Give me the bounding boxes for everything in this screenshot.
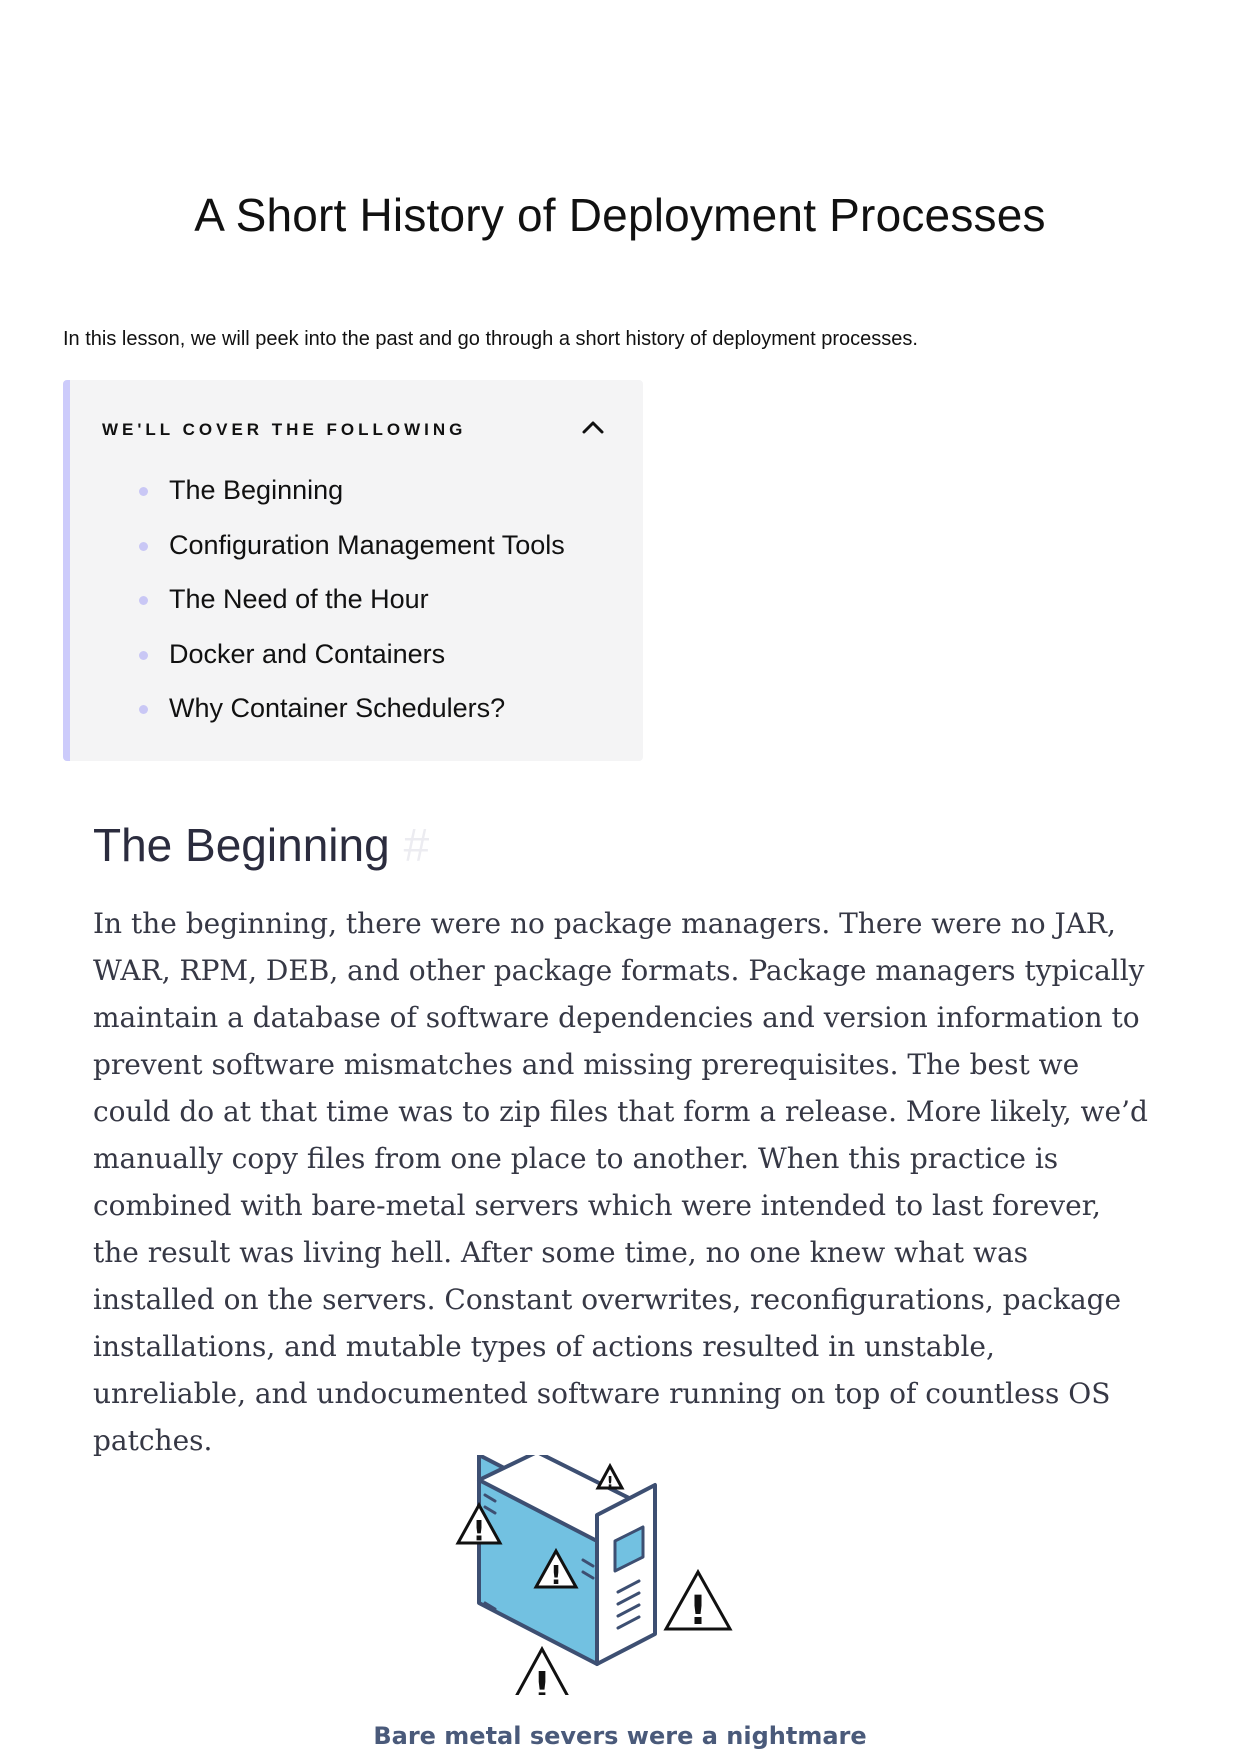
chevron-up-icon[interactable] [578,413,608,443]
section-heading-text: The Beginning [93,819,390,871]
svg-text:!: ! [550,1561,562,1591]
server-illustration [455,1455,775,1695]
toc-list [169,463,565,736]
toc-item-label: The Need of the Hour [169,584,429,614]
toc-item-label: The Beginning [169,475,344,505]
toc-heading: WE'LL COVER THE FOLLOWING [102,420,467,439]
toc-item-label: Docker and Containers [169,638,446,669]
svg-text:!: ! [533,1664,551,1695]
bullet-icon [139,487,148,496]
toc-item-the-beginning[interactable] [169,463,565,518]
page-title: A Short History of Deployment Processes [194,189,1046,241]
bullet-icon [139,705,148,714]
svg-text:!: ! [606,1473,614,1491]
bullet-icon [139,596,148,605]
toc-item-label: Configuration Management Tools [169,529,565,560]
lesson-intro: In this lesson, we will peek into the past and go through a short history of deployment processes. [63,328,918,350]
toc-item-need-of-the-hour[interactable] [169,572,565,627]
toc-item-configuration-management-tools[interactable] [169,518,565,573]
figure-caption: Bare metal severs were a nightmare [373,1722,867,1750]
toc-item-docker-and-containers[interactable] [169,627,565,682]
table-of-contents [63,380,643,761]
toc-item-why-container-schedulers[interactable] [169,681,565,736]
section-heading [93,818,429,872]
svg-text:!: ! [472,1514,486,1547]
bullet-icon [139,651,148,660]
anchor-link-icon[interactable]: # [403,819,430,871]
svg-text:!: ! [688,1588,708,1634]
toc-item-label: Why Container Schedulers? [169,693,506,723]
bullet-icon [139,542,148,551]
section-body: In the beginning, there were no package managers. There were no JAR, WAR, RPM, DEB, and other package formats. Package managers typically maintain a database of software dependencies and version information to prevent software mismatches and missing prerequisites. The best we could do at that time was to zip files that form a release. More likely, we’d manually copy files from one place to another. When this practice is combined with bare-metal servers which were intended to last forever, the result was living hell. After some time, no one knew what was installed on the servers. Constant overwrites, reconfigurations, package installations, and mutable types of actions resulted in unstable, unreliable, and undocumented software running on top of countless OS patches. [93,907,1148,1457]
